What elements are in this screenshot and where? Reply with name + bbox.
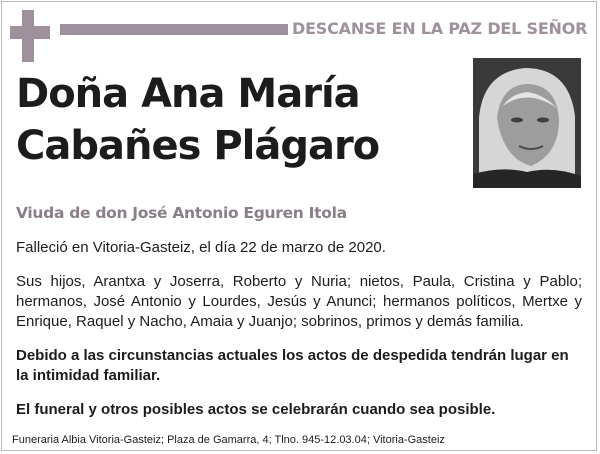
death-notice: Falleció en Vitoria-Gasteiz, el día 22 de marzo de 2020. xyxy=(16,239,386,256)
deceased-name xyxy=(16,68,456,172)
deceased-name-line1: Doña Ana María xyxy=(16,71,360,117)
funeral-home-footer: Funeraria Albia Vitoria-Gasteiz; Plaza de Gamarra, 4; Tlno. 945-12.03.04; Vitoria-Gasteiz xyxy=(12,434,445,446)
cross-icon xyxy=(10,10,50,62)
portrait-photo xyxy=(473,58,581,188)
family-paragraph: Sus hijos, Arantxa y Joserra, Roberto y Nuria; nietos, Paula, Cristina y Pablo; hermanos, José Antonio y Lourdes, Jesús y Anunci; hermanos políticos, Mertxe y Enrique, Raquel y Nacho, Amaia y Juanjo; sobrinos, primos y demás familia. xyxy=(16,273,582,330)
deceased-name-line2: Cabañes Plágaro xyxy=(16,123,380,169)
widow-subtitle: Viuda de don José Antonio Eguren Itola xyxy=(16,204,347,222)
header-divider-bar xyxy=(60,24,288,35)
intimacy-notice: Debido a las circunstancias actuales los actos de despedida tendrán lugar en la intimidad familiar. xyxy=(16,347,569,384)
funeral-notice: El funeral y otros posibles actos se celebrarán cuando sea posible. xyxy=(16,401,496,418)
header-title: DESCANSE EN LA PAZ DEL SEÑOR xyxy=(292,19,588,38)
